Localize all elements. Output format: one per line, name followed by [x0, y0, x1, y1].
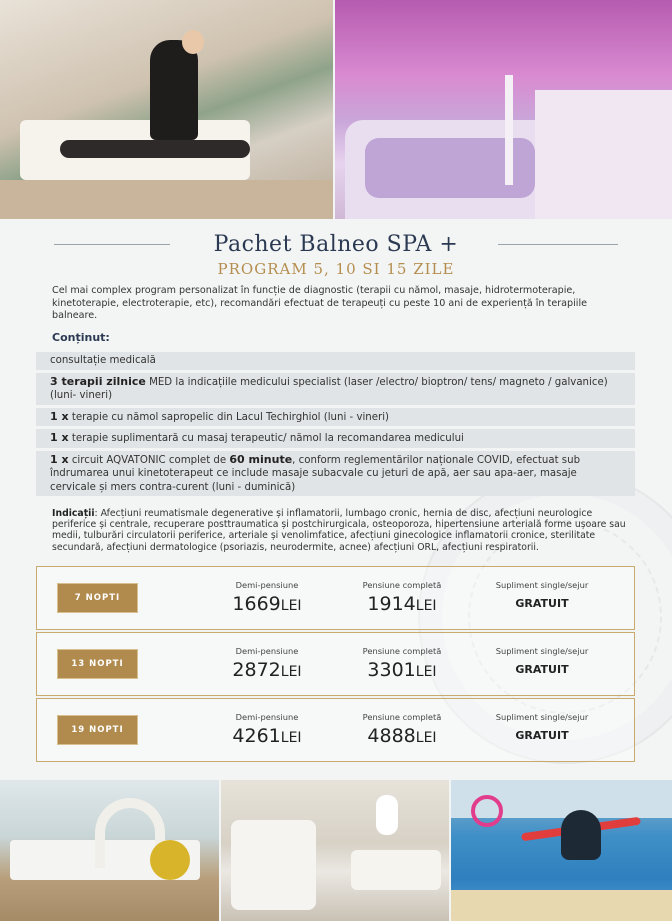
single-supplement-value: GRATUIT — [515, 597, 569, 610]
pricing-row — [36, 566, 635, 630]
item-text: , conform reglementărilor naționale COVID, efectuat sub îndrumarea unui kinetoterapeut ce include masaje subacvale cu jeturi de apă, aer sau apa-aer, masaje cervicale și mers contra-curent (luni - duminică) — [50, 454, 581, 493]
list-item — [36, 451, 635, 497]
demi-pension-price: 2872LEI — [232, 659, 302, 681]
demi-pension-price: 1669LEI — [232, 593, 302, 615]
photo-massage-therapy — [0, 0, 333, 219]
item-highlight-duration: 60 minute — [229, 452, 293, 466]
item-text: circuit AQVATONIC complet de — [68, 454, 230, 466]
title-block — [0, 230, 672, 278]
photo-therapy-bathtub — [221, 780, 449, 921]
demi-pension-col — [192, 579, 342, 619]
photo-hydrotherapy-bath — [335, 0, 672, 219]
demi-pension-col — [192, 711, 342, 751]
full-pension-col — [327, 645, 477, 685]
item-text: consultație medicală — [50, 355, 156, 366]
title-divider-right — [498, 244, 618, 245]
demi-pension-col — [192, 645, 342, 685]
full-pension-col — [327, 711, 477, 751]
page-subtitle: PROGRAM 5, 10 SI 15 ZILE — [217, 260, 455, 278]
item-text: terapie cu nămol sapropelic din Lacul Techirghiol (luni - vineri) — [68, 411, 390, 423]
indications-label: Indicații — [52, 508, 95, 519]
full-pension-price: 1914LEI — [367, 593, 437, 615]
included-items-list — [36, 352, 635, 499]
item-highlight: 1 x — [50, 431, 69, 444]
single-supplement-label: Supliment single/sejur — [495, 712, 589, 722]
full-pension-col — [327, 579, 477, 619]
full-pension-label: Pensiune completă — [362, 646, 442, 656]
page-title: Pachet Balneo SPA + — [213, 232, 459, 257]
nights-badge: 19 NOPTI — [57, 715, 138, 745]
single-supplement-col — [467, 711, 617, 749]
pricing-row — [36, 698, 635, 762]
item-highlight: 1 x — [50, 409, 69, 423]
full-pension-price: 3301LEI — [367, 659, 437, 681]
photo-aqua-pool — [451, 780, 672, 921]
title-divider-left — [54, 244, 170, 245]
single-supplement-label: Supliment single/sejur — [495, 646, 589, 656]
item-highlight: 3 terapii zilnice — [50, 374, 146, 388]
demi-pension-label: Demi-pensiune — [235, 580, 299, 590]
photo-electrotherapy-room — [0, 780, 219, 921]
item-highlight: 1 x — [50, 452, 69, 466]
single-supplement-value: GRATUIT — [515, 729, 569, 742]
single-supplement-col — [467, 645, 617, 683]
list-item — [36, 373, 635, 405]
content-heading: Conținut: — [52, 331, 110, 344]
intro-paragraph: Cel mai complex program personalizat în funcție de diagnostic (terapii cu nămol, masaje, hidrotermoterapie, kinetoterapie, electroterapie, etc), recomandări efectuat de terapeuți cu peste 10 ani de experiență în terapiile balneare. — [52, 285, 588, 321]
nights-badge: 7 NOPTI — [57, 583, 138, 613]
pricing-row — [36, 632, 635, 696]
indications-paragraph — [52, 508, 627, 553]
item-text: MED la indicațiile medicului specialist (laser /electro/ bioptron/ tens/ magneto / galvanice) (luni- vineri) — [50, 376, 608, 401]
nights-badge: 13 NOPTI — [57, 649, 138, 679]
full-pension-label: Pensiune completă — [362, 712, 442, 722]
demi-pension-price: 4261LEI — [232, 725, 302, 747]
pricing-table — [36, 566, 635, 764]
list-item — [36, 352, 635, 370]
list-item — [36, 429, 635, 448]
single-supplement-value: GRATUIT — [515, 663, 569, 676]
single-supplement-col — [467, 579, 617, 617]
list-item — [36, 408, 635, 427]
full-pension-label: Pensiune completă — [362, 580, 442, 590]
demi-pension-label: Demi-pensiune — [235, 646, 299, 656]
indications-text: : Afecțiuni reumatismale degenerative și inflamatorii, lumbago cronic, hernia de disc, afecțiuni neurologice periferice și centrale, recuperare posttraumatica și postchirurgicala, osteoporoza, hipertensiune arterială forme ușoare sau medii, tulburări circulatorii periferice, arteriale și venolimfatice, afecțiuni ginecologice inflamatorii cronice, sterilitate secundară, afecțiuni dermatologice (psoriazis, neurodermite, acnee) afecțiuni ORL, afecțiuni respiratorii. — [52, 508, 626, 553]
single-supplement-label: Supliment single/sejur — [495, 580, 589, 590]
demi-pension-label: Demi-pensiune — [235, 712, 299, 722]
full-pension-price: 4888LEI — [367, 725, 437, 747]
item-text: terapie suplimentară cu masaj terapeutic/ nămol la recomandarea medicului — [68, 433, 464, 444]
